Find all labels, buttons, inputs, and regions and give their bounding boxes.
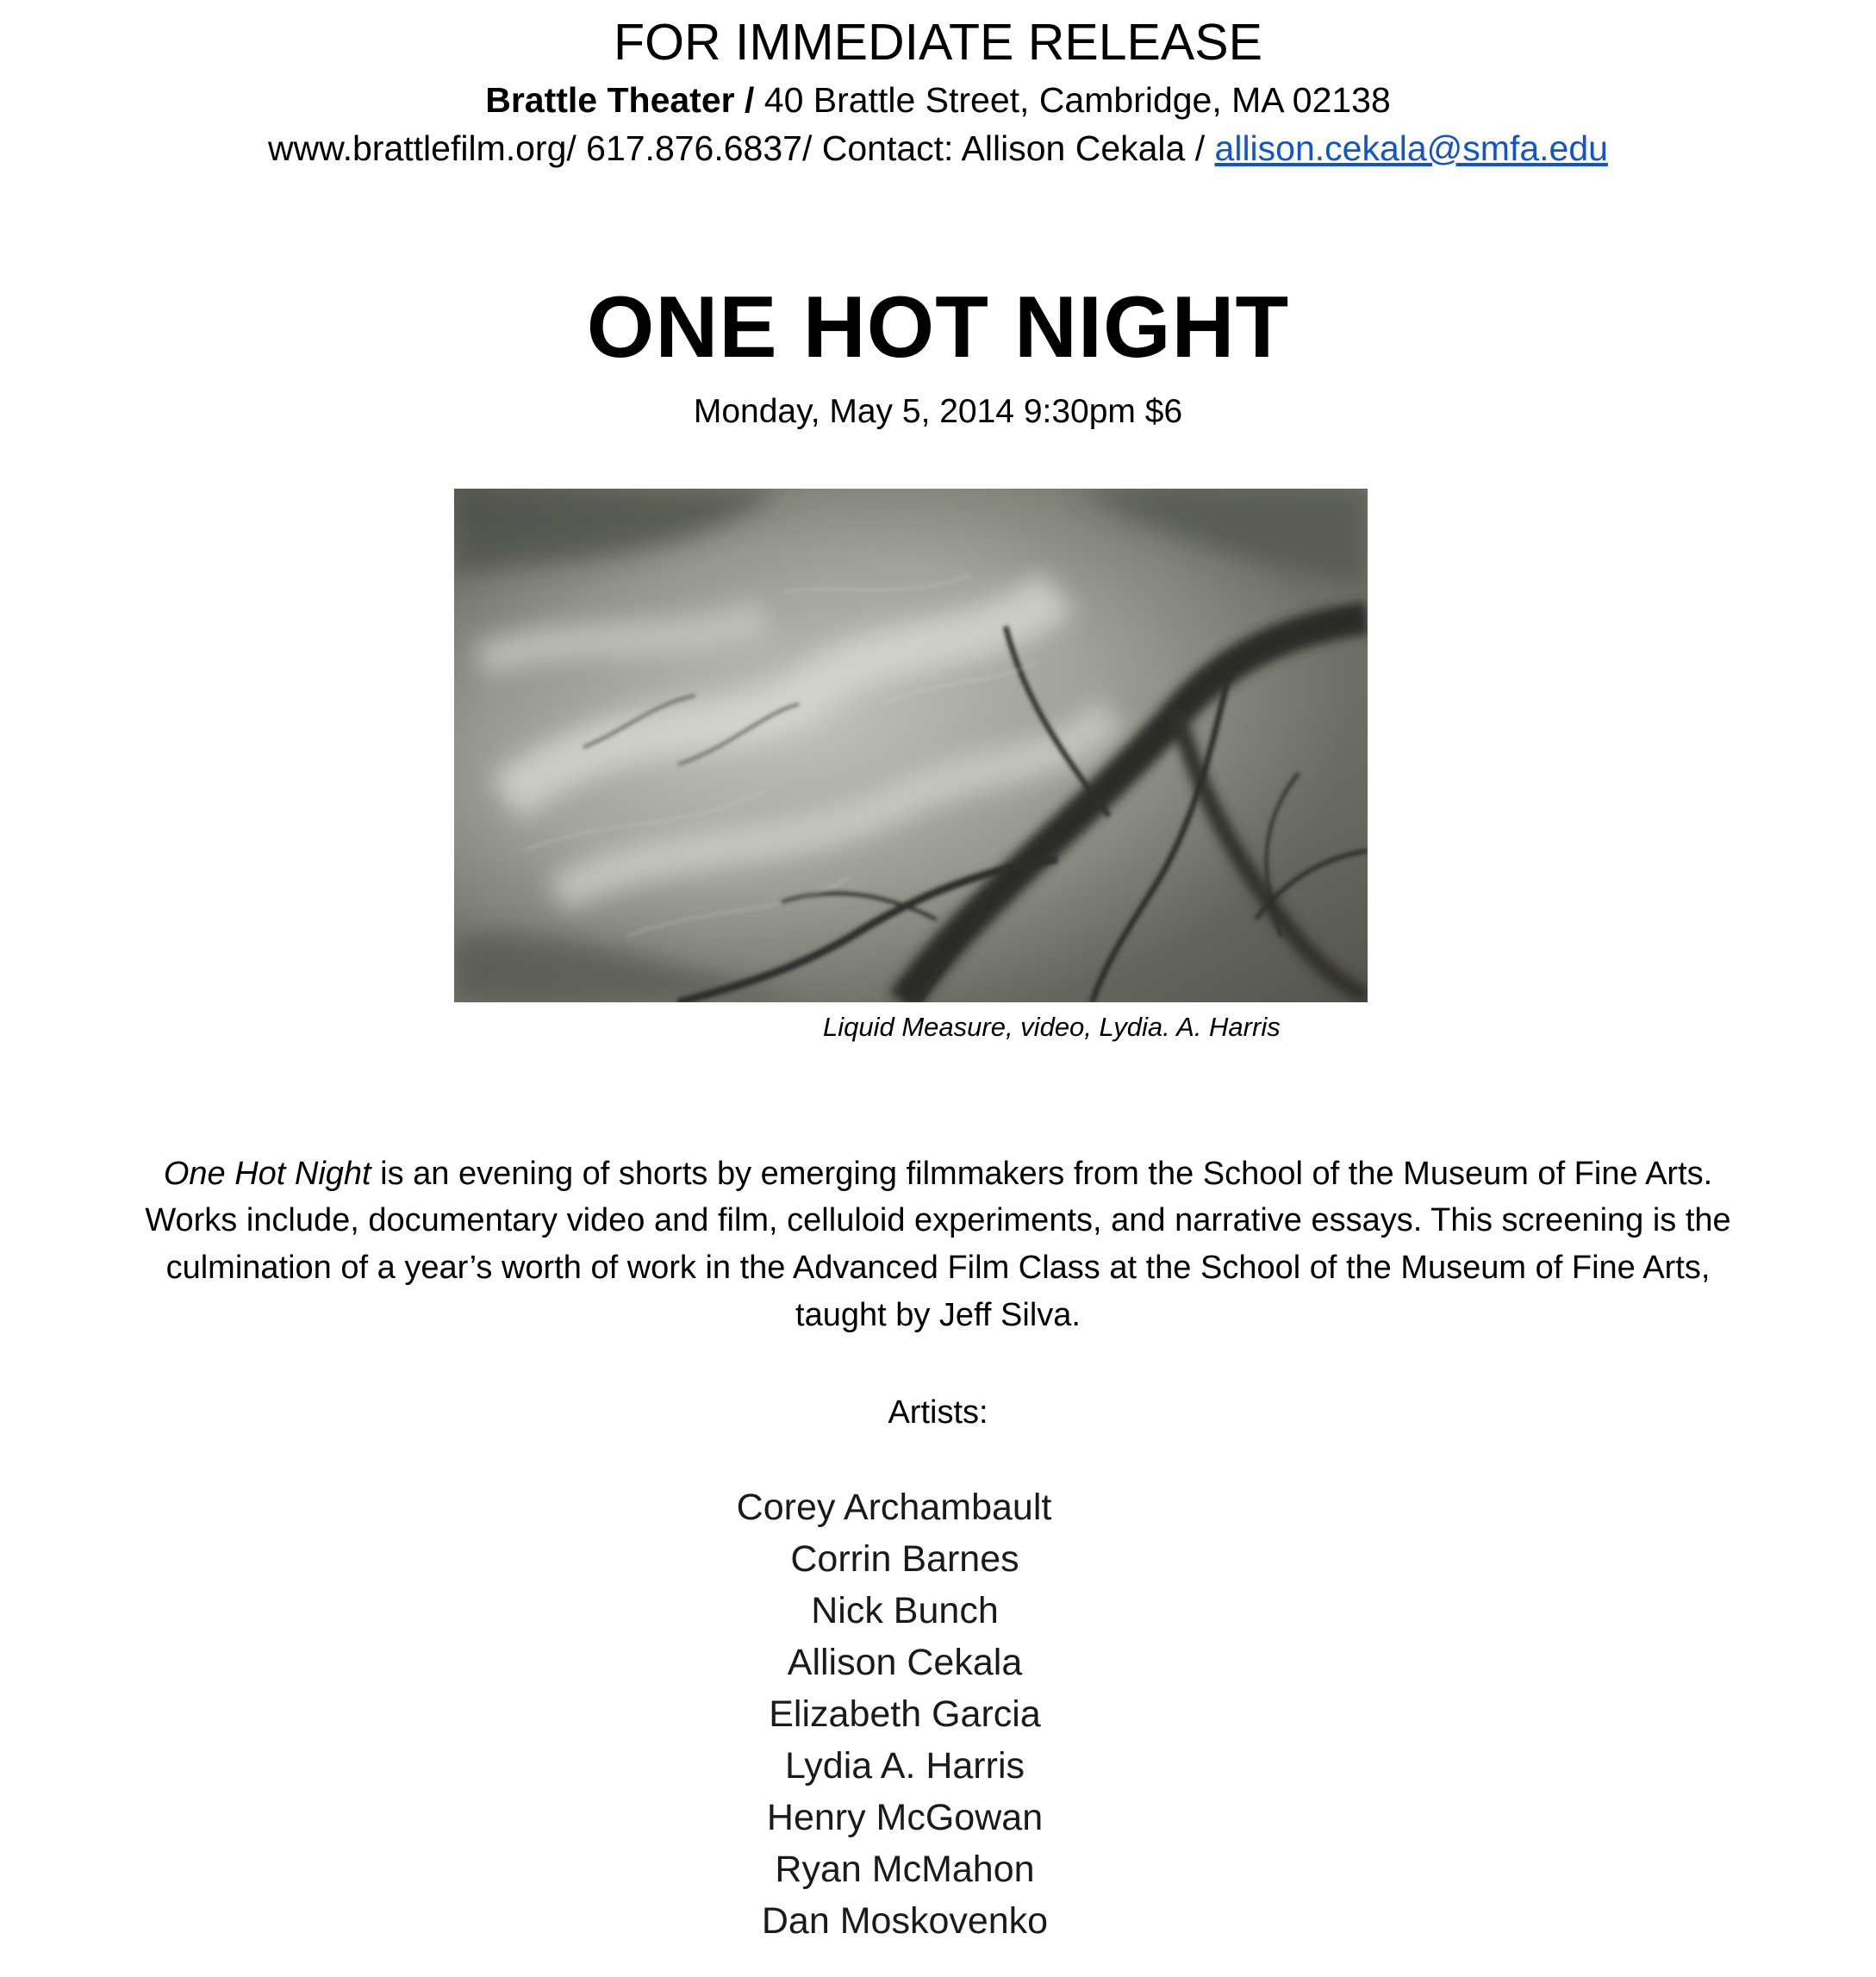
description-text: is an evening of shorts by emerging filmmakers from the School of the Museum of Fine Arts. — [371, 1156, 1713, 1192]
artist-name: Nick Bunch — [811, 1590, 999, 1631]
description-line: taught by Jeff Silva. — [795, 1297, 1081, 1333]
artists-heading: Artists: — [888, 1394, 988, 1431]
artist-name: Dan Moskovenko — [761, 1900, 1049, 1942]
artist-name: Allison Cekala — [787, 1642, 1023, 1683]
description-line — [0, 1157, 1876, 1190]
event-datetime: Monday, May 5, 2014 9:30pm $6 — [693, 393, 1183, 430]
contact-line — [0, 128, 1876, 168]
artist-name: Corrin Barnes — [790, 1538, 1019, 1580]
artist-name: Lydia A. Harris — [784, 1745, 1025, 1787]
contact-email-link[interactable]: allison.cekala@smfa.edu — [1214, 128, 1608, 168]
description-line: culmination of a year’s worth of work in the Advanced Film Class at the School of the Museum of Fine Arts, — [165, 1250, 1711, 1286]
release-header: FOR IMMEDIATE RELEASE — [614, 14, 1262, 71]
description-line: Works include, documentary video and film, celluloid experiments, and narrative essays. This screening is the — [145, 1202, 1731, 1238]
venue-line — [0, 80, 1876, 120]
artist-name: Ryan McMahon — [775, 1849, 1035, 1890]
contact-details: www.brattlefilm.org/ 617.876.6837/ Contact: Allison Cekala / — [268, 128, 1215, 168]
artist-name: Corey Archambault — [736, 1487, 1052, 1528]
image-caption: Liquid Measure, video, Lydia. A. Harris — [823, 1012, 1281, 1042]
film-still-image — [454, 489, 1368, 1002]
artist-name: Elizabeth Garcia — [769, 1693, 1041, 1735]
venue-name: Brattle Theater / — [485, 80, 755, 120]
event-title: ONE HOT NIGHT — [586, 279, 1290, 376]
artist-name: Henry McGowan — [766, 1797, 1044, 1838]
venue-address: 40 Brattle Street, Cambridge, MA 02138 — [754, 80, 1391, 120]
event-title-italic: One Hot Night — [163, 1156, 371, 1192]
